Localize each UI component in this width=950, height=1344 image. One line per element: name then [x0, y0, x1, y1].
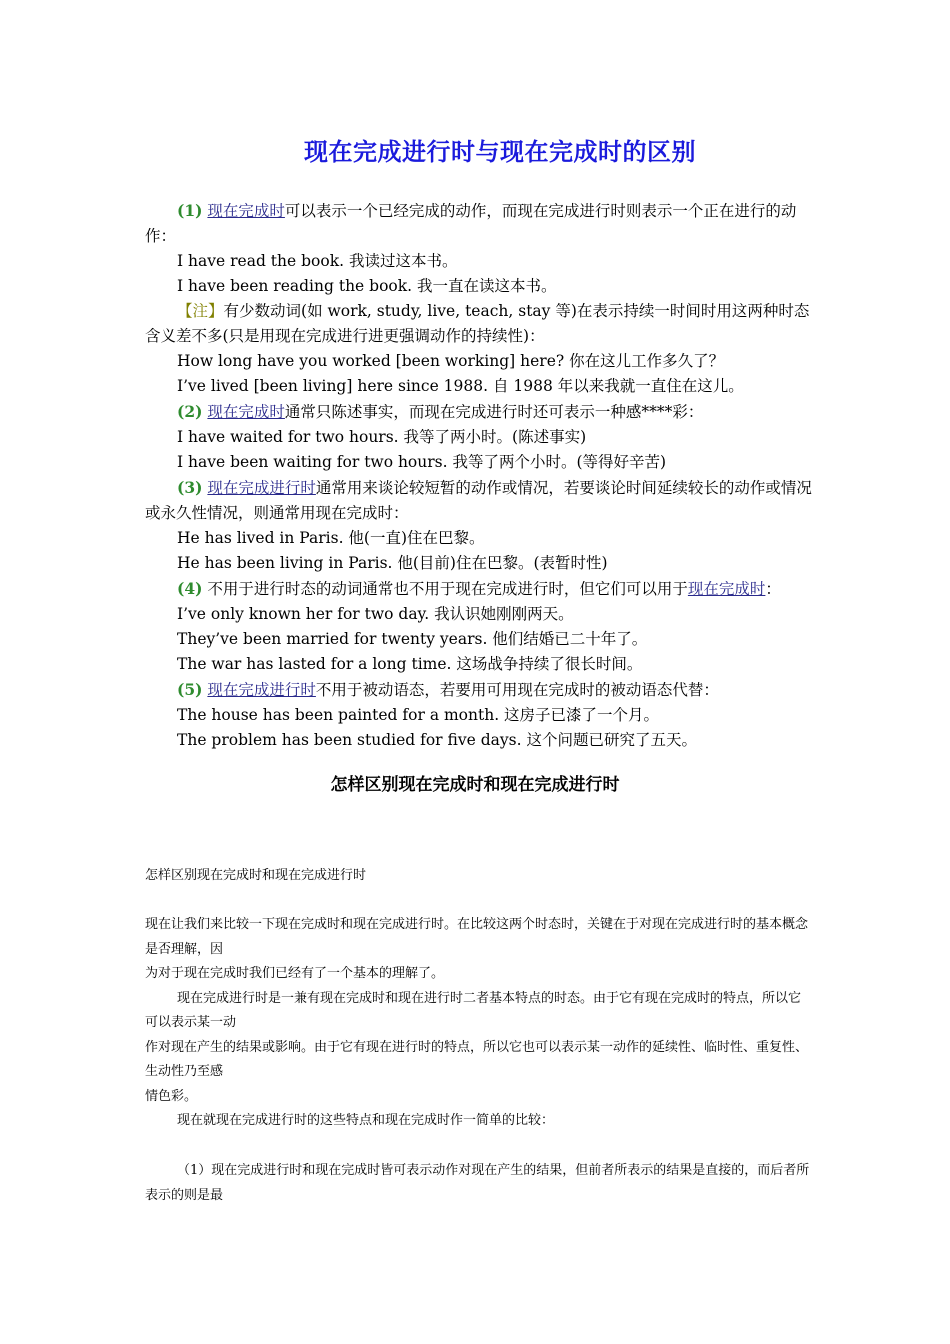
term-link[interactable]: 现在完成时 [207, 403, 285, 421]
note-paragraph [145, 299, 813, 349]
point-2 [145, 399, 813, 425]
point-number: (2) [177, 402, 203, 421]
example-sentence: They’ve been married for twenty years. 他们结婚已二十年了。 [177, 630, 648, 648]
comparison-point-1 [145, 1159, 813, 1208]
subsection-title-text: 怎样区别现在完成时和现在完成进行时 [145, 868, 367, 883]
example-sentence: I’ve lived [been living] here since 1988. 自 1988 年以来我就一直住在这儿。 [177, 377, 744, 395]
paragraph-line: （1）现在完成进行时和现在完成时皆可表示动作对现在产生的结果，但前者所表示的结果是直接的，而后者所表示的则是最 [145, 1163, 810, 1203]
point-number: (3) [177, 478, 203, 497]
point-number: (5) [177, 680, 203, 699]
point-text-end: ： [765, 580, 781, 598]
term-link[interactable]: 现在完成进行时 [207, 479, 316, 497]
example-sentence: I’ve only known her for two day. 我认识她刚刚两天。 [177, 605, 574, 623]
paragraph-line: 现在完成进行时是一兼有现在完成时和现在进行时二者基本特点的时态。由于它有现在完成时的特点，所以它可以表示某一动 [145, 990, 802, 1030]
example-sentence: The war has lasted for a long time. 这场战争持续了很长时间。 [177, 655, 643, 673]
point-5 [145, 677, 813, 703]
note-text: 有少数动词(如 work, study, live, teach, stay 等)在表示持续一时间时用这两种时态含义差不多(只是用现在完成进行进更强调动作的持续性)： [145, 302, 810, 345]
section-heading: 怎样区别现在完成时和现在完成进行时 [330, 775, 620, 795]
point-text: 通常只陈述事实，而现在完成进行时还可表示一种感****彩： [284, 403, 704, 421]
subsection-title [145, 864, 813, 889]
point-1 [145, 198, 813, 249]
paragraph-line: 现在就现在完成进行时的这些特点和现在完成时作一简单的比较： [177, 1113, 555, 1128]
point-number: (1) [177, 201, 203, 220]
example-sentence: The problem has been studied for five days. 这个问题已研究了五天。 [177, 731, 697, 749]
term-link[interactable]: 现在完成时 [687, 580, 766, 598]
example-sentence: I have been waiting for two hours. 我等了两个小时。(等得好辛苦) [177, 453, 667, 471]
example-sentence: He has been living in Paris. 他(目前)住在巴黎。(表暂时性) [177, 554, 608, 572]
main-content [145, 198, 813, 753]
point-text: 可以表示一个已经完成的动作，而现在完成进行时则表示一个正在进行的动作： [145, 202, 797, 245]
paragraph-line: 情色彩。 [145, 1088, 198, 1104]
term-link[interactable]: 现在完成时 [207, 202, 285, 220]
page-title: 现在完成进行时与现在完成时的区别 [304, 138, 696, 166]
point-text: 不用于被动语态，若要用可用现在完成时的被动语态代替： [315, 681, 719, 699]
point-text: 通常用来谈论较短暂的动作或情况，若要谈论时间延续较长的动作或情况或永久性情况，则通常用现在完成时： [145, 479, 812, 522]
example-sentence: I have waited for two hours. 我等了两小时。(陈述事实) [177, 428, 587, 446]
example-sentence: The house has been painted for a month. 这房子已漆了一个月。 [177, 706, 660, 724]
term-link[interactable]: 现在完成进行时 [207, 681, 316, 699]
paragraph-line: 现在让我们来比较一下现在完成时和现在完成进行时。在比较这两个时态时，关键在于对现在完成进行时的基本概念是否理解，因 [145, 917, 809, 957]
paragraph-line: 作对现在产生的结果或影响。由于它有现在进行时的特点，所以它也可以表示某一动作的延续性、临时性、重复性、生动性乃至感 [145, 1039, 809, 1079]
example-sentence: He has lived in Paris. 他(一直)住在巴黎。 [177, 529, 485, 547]
point-4 [145, 576, 813, 602]
comparison-text [145, 913, 813, 1134]
point-number: (4) [177, 579, 203, 598]
paragraph-line: 为对于现在完成时我们已经有了一个基本的理解了。 [145, 966, 445, 981]
point-3 [145, 475, 813, 526]
note-tag: 【注】 [177, 302, 224, 320]
point-text: 不用于进行时态的动词通常也不用于现在完成进行时，但它们可以用于 [202, 580, 688, 598]
example-sentence: How long have you worked [been working] here? 你在这儿工作多久了？ [177, 352, 725, 370]
example-sentence: I have read the book. 我读过这本书。 [177, 252, 458, 270]
example-sentence: I have been reading the book. 我一直在读这本书。 [177, 277, 557, 295]
